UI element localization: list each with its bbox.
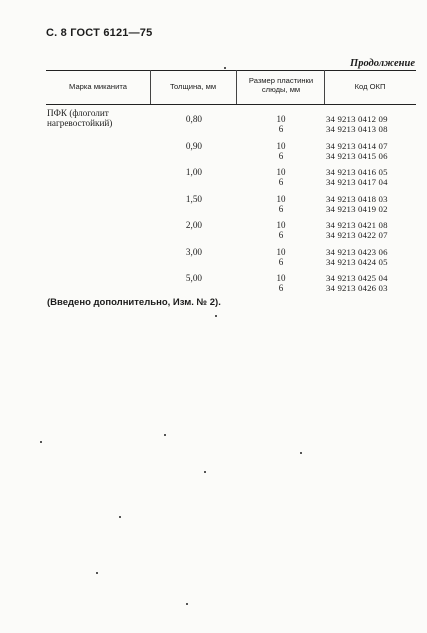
okp-code-cell: 34 9213 0418 03 bbox=[326, 193, 388, 204]
scan-speck bbox=[300, 452, 302, 454]
thickness-cell: 5,00 bbox=[185, 273, 202, 283]
scan-speck bbox=[204, 471, 206, 473]
continuation-label: Продолжение bbox=[350, 58, 415, 69]
scan-speck bbox=[164, 434, 166, 436]
okp-code-cell: 34 9213 0425 04 bbox=[326, 273, 388, 283]
okp-code-cell: 34 9213 0426 03 bbox=[326, 283, 388, 293]
thickness-cell: 3,00 bbox=[185, 246, 202, 257]
column-divider bbox=[236, 70, 237, 104]
mica-size-cell: 10 bbox=[276, 114, 286, 124]
okp-code-cell: 34 9213 0416 05 bbox=[326, 167, 388, 177]
okp-code-cell: 34 9213 0415 06 bbox=[326, 150, 388, 161]
table-top-rule bbox=[46, 70, 416, 71]
column-header-mica-size: Размер пластинки слюды, мм bbox=[248, 76, 314, 94]
mica-size-cell: 10 bbox=[276, 140, 286, 151]
okp-code-cell: 34 9213 0413 08 bbox=[326, 124, 388, 134]
brand-line: ПФК (флоголит bbox=[47, 108, 109, 118]
scan-speck bbox=[119, 516, 121, 518]
okp-code-cell: 34 9213 0421 08 bbox=[326, 220, 388, 230]
footnote: (Введено дополнительно, Изм. № 2). bbox=[47, 297, 221, 308]
scan-speck bbox=[215, 315, 217, 317]
thickness-cell: 0,80 bbox=[185, 114, 202, 124]
thickness-cell: 1,50 bbox=[185, 193, 202, 204]
mica-size-cell: 10 bbox=[276, 273, 286, 283]
scan-speck bbox=[224, 67, 226, 69]
mica-size-cell: 6 bbox=[278, 203, 284, 214]
okp-code-cell: 34 9213 0417 04 bbox=[326, 177, 388, 187]
scan-speck bbox=[186, 603, 188, 605]
mica-size-cell: 10 bbox=[276, 220, 286, 230]
thickness-cell: 2,00 bbox=[185, 220, 202, 230]
mica-size-cell: 6 bbox=[278, 283, 284, 293]
okp-code-cell: 34 9213 0424 05 bbox=[326, 256, 388, 267]
mica-size-cell: 6 bbox=[278, 230, 284, 240]
table-header-rule bbox=[46, 104, 416, 105]
mica-size-cell: 10 bbox=[276, 167, 286, 177]
okp-code-cell: 34 9213 0423 06 bbox=[326, 246, 388, 257]
page-reference: С. 8 ГОСТ 6121—75 bbox=[46, 27, 153, 39]
okp-code-cell: 34 9213 0419 02 bbox=[326, 203, 388, 214]
brand-line: нагревостойкий) bbox=[47, 118, 113, 128]
okp-code-cell: 34 9213 0422 07 bbox=[326, 230, 388, 240]
okp-code-cell: 34 9213 0412 09 bbox=[326, 114, 388, 124]
thickness-cell: 1,00 bbox=[185, 167, 202, 177]
okp-code-cell: 34 9213 0414 07 bbox=[326, 140, 388, 151]
column-header-thickness: Толщина, мм bbox=[169, 82, 217, 91]
column-header-brand: Марка миканита bbox=[69, 82, 127, 91]
mica-size-cell: 6 bbox=[278, 256, 284, 267]
brand-cell bbox=[47, 108, 112, 128]
mica-size-cell: 6 bbox=[278, 150, 284, 161]
scan-speck bbox=[96, 572, 98, 574]
mica-size-cell: 10 bbox=[276, 246, 286, 257]
mica-size-cell: 6 bbox=[278, 177, 284, 187]
mica-size-cell: 6 bbox=[278, 124, 284, 134]
mica-size-cell: 10 bbox=[276, 193, 286, 204]
scan-speck bbox=[40, 441, 42, 443]
column-header-okp-code: Код ОКП bbox=[354, 82, 386, 91]
thickness-cell: 0,90 bbox=[185, 140, 202, 151]
